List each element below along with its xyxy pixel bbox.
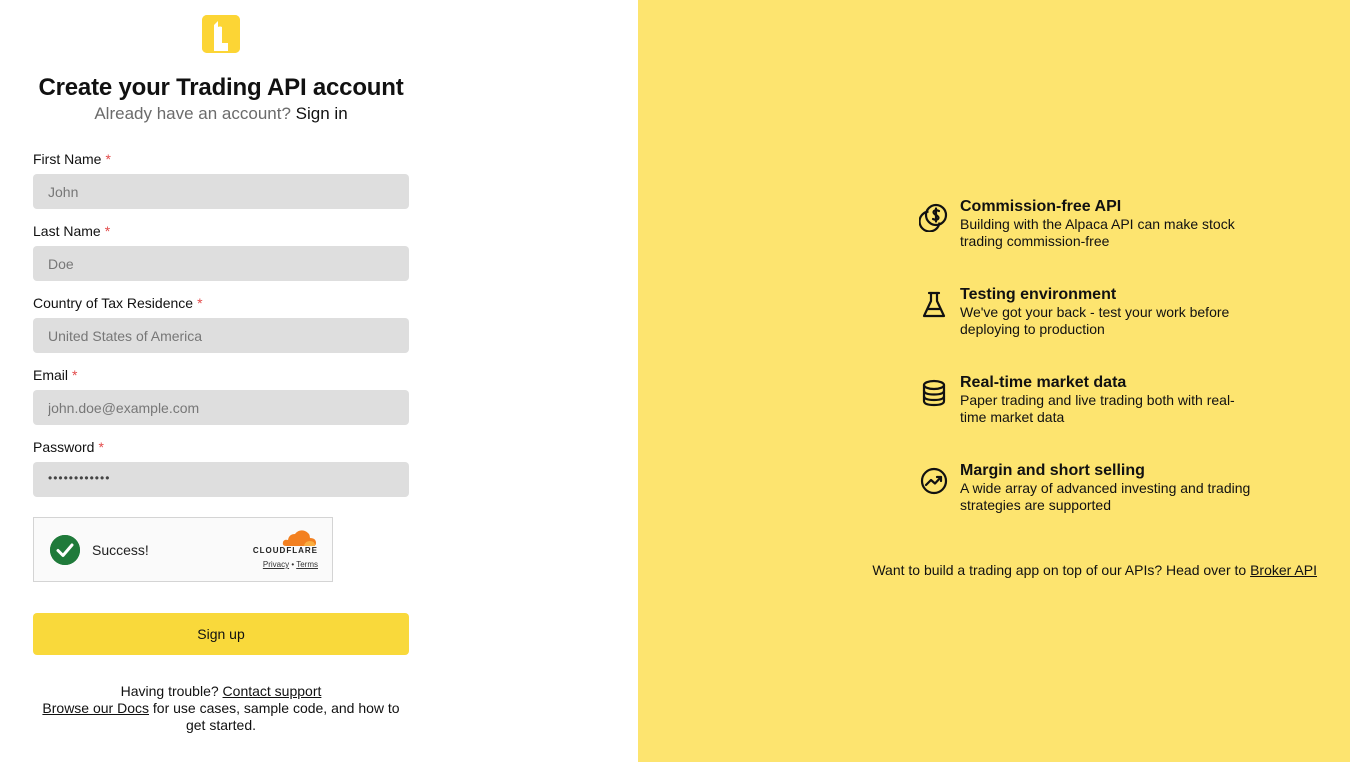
- broker-prompt-text: Want to build a trading app on top of our APIs? Head over to: [872, 562, 1247, 578]
- contact-support-link[interactable]: Contact support: [222, 683, 322, 699]
- last-name-label: [33, 223, 110, 239]
- feature-title: Testing environment: [960, 286, 1117, 303]
- first-name-label: [33, 151, 111, 167]
- feature-description: Paper trading and live trading both with real-time market data: [960, 392, 1235, 425]
- sign-up-button[interactable]: Sign up: [33, 613, 409, 655]
- flask-icon: [919, 290, 949, 320]
- cloudflare-cloud-icon: [280, 528, 318, 548]
- link-separator: •: [291, 560, 295, 569]
- email-label-text: Email: [33, 367, 69, 383]
- trouble-text: Having trouble?: [120, 683, 219, 699]
- features-panel: [638, 0, 1350, 762]
- password-label-text: Password: [33, 439, 95, 455]
- captcha-links: [234, 560, 318, 569]
- docs-suffix-text: for use cases, sample code, and how to get started.: [152, 700, 400, 733]
- feature-title: Commission-free API: [960, 198, 1122, 215]
- database-icon: [919, 378, 949, 408]
- feature-description: We've got your back - test your work before deploying to production: [960, 304, 1230, 337]
- sign-in-link[interactable]: Sign in: [295, 104, 348, 123]
- alpaca-logo-icon[interactable]: [202, 15, 240, 53]
- last-name-input[interactable]: [33, 246, 409, 281]
- required-mark: *: [104, 223, 111, 239]
- captcha-status: Success!: [92, 542, 149, 558]
- trend-chart-icon: [919, 466, 949, 496]
- sign-in-prompt-text: Already have an account?: [94, 104, 291, 123]
- required-mark: *: [72, 367, 78, 383]
- browse-docs-link[interactable]: Browse our Docs: [42, 700, 149, 716]
- feature-description: Building with the Alpaca API can make stock trading commission-free: [960, 216, 1235, 249]
- country-label: [33, 295, 203, 311]
- required-mark: *: [98, 439, 104, 455]
- required-mark: *: [105, 151, 111, 167]
- first-name-label-text: First Name: [33, 151, 102, 167]
- help-text: [33, 683, 409, 734]
- first-name-input[interactable]: [33, 174, 409, 209]
- feature-title: Margin and short selling: [960, 462, 1145, 479]
- password-label: [33, 439, 104, 455]
- terms-link[interactable]: Terms: [296, 560, 318, 569]
- feature-title: Real-time market data: [960, 374, 1127, 391]
- success-check-icon: [50, 535, 80, 565]
- password-masked-value: ••••••••••••: [48, 471, 111, 485]
- feature-description: A wide array of advanced investing and trading strategies are supported: [960, 480, 1251, 513]
- country-label-text: Country of Tax Residence: [33, 295, 194, 311]
- last-name-label-text: Last Name: [33, 223, 101, 239]
- required-mark: *: [197, 295, 203, 311]
- sign-in-prompt: [0, 104, 442, 124]
- email-label: [33, 367, 77, 383]
- broker-api-link[interactable]: Broker API: [1250, 562, 1317, 578]
- country-input[interactable]: [33, 318, 409, 353]
- cloudflare-wordmark: CLOUDFLARE: [252, 546, 318, 555]
- signup-panel: [0, 0, 638, 762]
- email-input[interactable]: [33, 390, 409, 425]
- broker-api-prompt: [872, 562, 1317, 578]
- coins-dollar-icon: [919, 202, 949, 232]
- page-title: Create your Trading API account: [38, 74, 404, 101]
- cloudflare-captcha[interactable]: [33, 517, 333, 582]
- privacy-link[interactable]: Privacy: [262, 560, 290, 569]
